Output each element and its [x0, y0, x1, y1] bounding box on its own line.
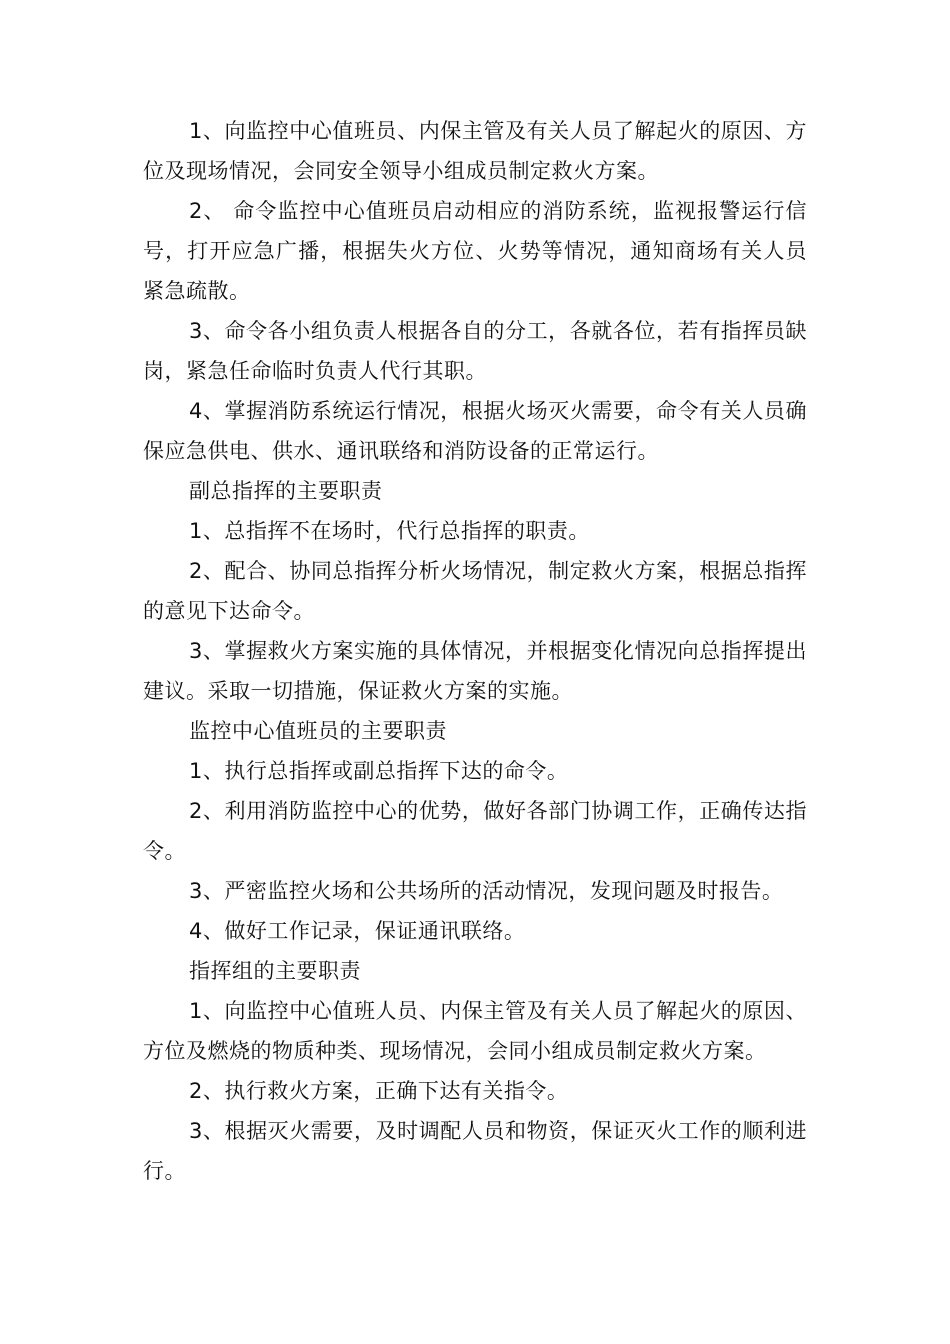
document-body [143, 111, 807, 1191]
paragraph-7: 3、掌握救火方案实施的具体情况，并根据变化情况向总指挥提出建议。采取一切措施，保证救火方案的实施。 [143, 639, 807, 703]
section-heading-deputy-commander: 副总指挥的主要职责 [189, 479, 383, 503]
paragraph-14: 3、根据灭火需要，及时调配人员和物资，保证灭火工作的顺利进行。 [143, 1119, 807, 1183]
section-heading-command-group: 指挥组的主要职责 [189, 959, 361, 983]
paragraph-11: 4、做好工作记录，保证通讯联络。 [189, 919, 526, 943]
paragraph-10: 3、严密监控火场和公共场所的活动情况，发现问题及时报告。 [189, 879, 784, 903]
paragraph-12: 1、向监控中心值班人员、内保主管及有关人员了解起火的原因、方位及燃烧的物质种类、现场情况，会同小组成员制定救火方案。 [143, 999, 807, 1063]
paragraph-8: 1、执行总指挥或副总指挥下达的命令。 [189, 759, 569, 783]
section-heading-monitoring-duty: 监控中心值班员的主要职责 [189, 719, 447, 743]
paragraph-9: 2、利用消防监控中心的优势，做好各部门协调工作，正确传达指令。 [143, 799, 807, 863]
paragraph-2: 2、 命令监控中心值班员启动相应的消防系统，监视报警运行信号，打开应急广播，根据失火方位、火势等情况，通知商场有关人员紧急疏散。 [143, 199, 807, 303]
paragraph-5: 1、总指挥不在场时，代行总指挥的职责。 [189, 519, 590, 543]
paragraph-13: 2、执行救火方案，正确下达有关指令。 [189, 1079, 569, 1103]
paragraph-3: 3、命令各小组负责人根据各自的分工，各就各位，若有指挥员缺岗，紧急任命临时负责人代行其职。 [143, 319, 807, 383]
paragraph-4: 4、掌握消防系统运行情况，根据火场灭火需要，命令有关人员确保应急供电、供水、通讯联络和消防设备的正常运行。 [143, 399, 807, 463]
paragraph-6: 2、配合、协同总指挥分析火场情况，制定救火方案，根据总指挥的意见下达命令。 [143, 559, 807, 623]
paragraph-1: 1、向监控中心值班员、内保主管及有关人员了解起火的原因、方位及现场情况，会同安全领导小组成员制定救火方案。 [143, 119, 807, 183]
